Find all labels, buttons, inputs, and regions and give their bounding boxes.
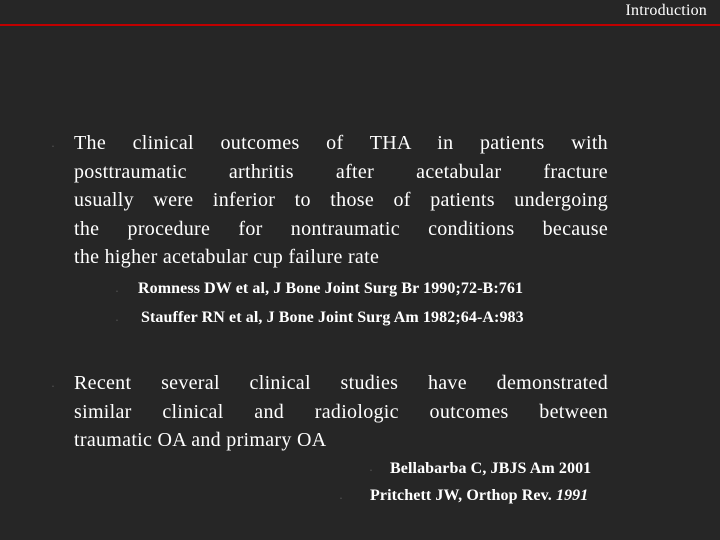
- reference-citation: Bellabarba C, JBJS Am 2001: [390, 460, 592, 477]
- sub-bullet-marker: ·: [370, 468, 372, 474]
- paragraph-line: similar clinical and radiologic outcomes between: [74, 400, 608, 423]
- sub-bullet-marker: ·: [116, 318, 118, 324]
- reference-year: 1991: [555, 487, 589, 504]
- sub-bullet-marker: ·: [340, 496, 342, 502]
- paragraph-line: the procedure for nontraumatic conditions because: [74, 217, 608, 240]
- paragraph-line: traumatic OA and primary OA: [74, 429, 327, 451]
- bullet-paragraph-1: [74, 129, 608, 272]
- reference-citation: [370, 487, 588, 505]
- reference-citation: Romness DW et al, J Bone Joint Surg Br 1990;72-B:761: [138, 280, 524, 297]
- paragraph-line: usually were inferior to those of patients undergoing: [74, 189, 608, 211]
- paragraph-line: the higher acetabular cup failure rate: [74, 246, 380, 268]
- bullet-marker: ·: [52, 384, 54, 390]
- bullet-paragraph-2: [74, 369, 608, 455]
- paragraph-line: posttraumatic arthritis after acetabular fracture: [74, 160, 608, 183]
- header-rule: [0, 24, 720, 26]
- reference-citation: Stauffer RN et al, J Bone Joint Surg Am 1982;64-A:983: [141, 309, 524, 326]
- bullet-marker: ·: [52, 144, 54, 150]
- paragraph-line: The clinical outcomes of THA in patients with: [74, 132, 608, 154]
- section-label: Introduction: [625, 2, 707, 19]
- reference-text: Pritchett JW, Orthop Rev.: [370, 487, 556, 504]
- paragraph-line: Recent several clinical studies have demonstrated: [74, 372, 608, 394]
- sub-bullet-marker: ·: [116, 289, 118, 295]
